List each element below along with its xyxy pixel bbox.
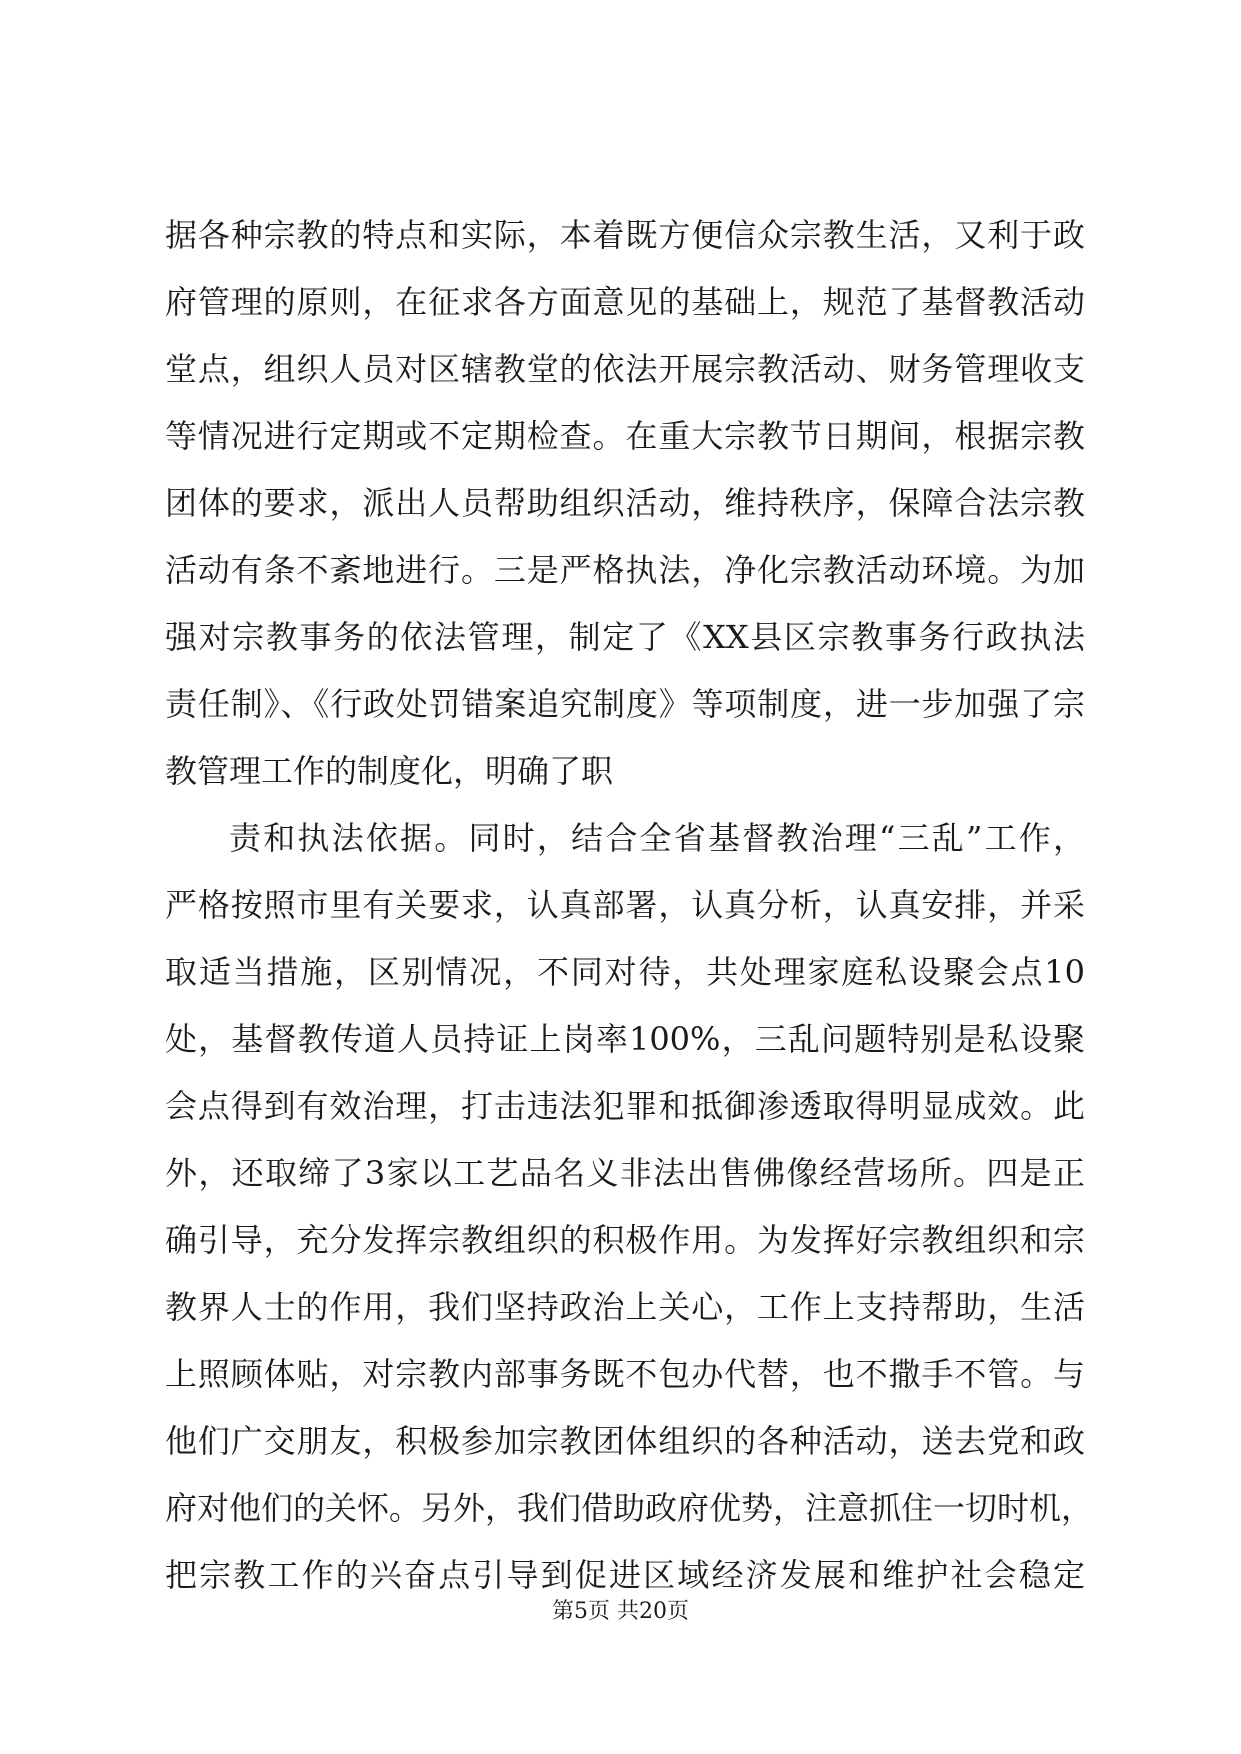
text-line: 上照顾体贴，对宗教内部事务既不包办代替，也不撒手不管。与	[165, 1355, 1085, 1393]
text-line: 教界人士的作用，我们坚持政治上关心，工作上支持帮助，生活	[165, 1288, 1085, 1326]
text-line: 把宗教工作的兴奋点引导到促进区域经济发展和维护社会稳定	[165, 1556, 1085, 1594]
text-line: 团体的要求，派出人员帮助组织活动，维持秩序，保障合法宗教	[165, 484, 1085, 522]
text-line: 取适当措施，区别情况，不同对待，共处理家庭私设聚会点10	[165, 953, 1085, 991]
body-text	[165, 202, 1094, 1609]
page-number-footer: 第5页 共20页	[552, 1599, 689, 1624]
text-line: 等情况进行定期或不定期检查。在重大宗教节日期间，根据宗教	[165, 417, 1085, 455]
text-line: 教管理工作的制度化，明确了职	[165, 752, 614, 790]
text-line: 堂点，组织人员对区辖教堂的依法开展宗教活动、财务管理收支	[165, 350, 1085, 388]
text-line: 强对宗教事务的依法管理，制定了《XX县区宗教事务行政执法	[165, 618, 1085, 656]
text-line: 严格按照市里有关要求，认真部署，认真分析，认真安排，并采	[165, 886, 1085, 924]
text-line: 府对他们的关怀。另外，我们借助政府优势，注意抓住一切时机，	[165, 1489, 1094, 1527]
text-line: 外，还取缔了3家以工艺品名义非法出售佛像经营场所。四是正	[165, 1154, 1085, 1192]
text-line: 确引导，充分发挥宗教组织的积极作用。为发挥好宗教组织和宗	[165, 1221, 1085, 1259]
text-line: 府管理的原则，在征求各方面意见的基础上，规范了基督教活动	[165, 283, 1085, 321]
text-line: 责和执法依据。同时，结合全省基督教治理“三乱”工作，	[229, 819, 1085, 857]
text-line: 活动有条不紊地进行。三是严格执法，净化宗教活动环境。为加	[165, 551, 1085, 589]
text-line: 据各种宗教的特点和实际，本着既方便信众宗教生活，又利于政	[165, 216, 1085, 254]
text-line: 他们广交朋友，积极参加宗教团体组织的各种活动，送去党和政	[165, 1422, 1085, 1460]
text-line: 责任制》、《行政处罚错案追究制度》等项制度，进一步加强了宗	[165, 685, 1085, 723]
text-line: 处，基督教传道人员持证上岗率100%，三乱问题特别是私设聚	[165, 1020, 1085, 1058]
text-line: 会点得到有效治理，打击违法犯罪和抵御渗透取得明显成效。此	[165, 1087, 1085, 1125]
